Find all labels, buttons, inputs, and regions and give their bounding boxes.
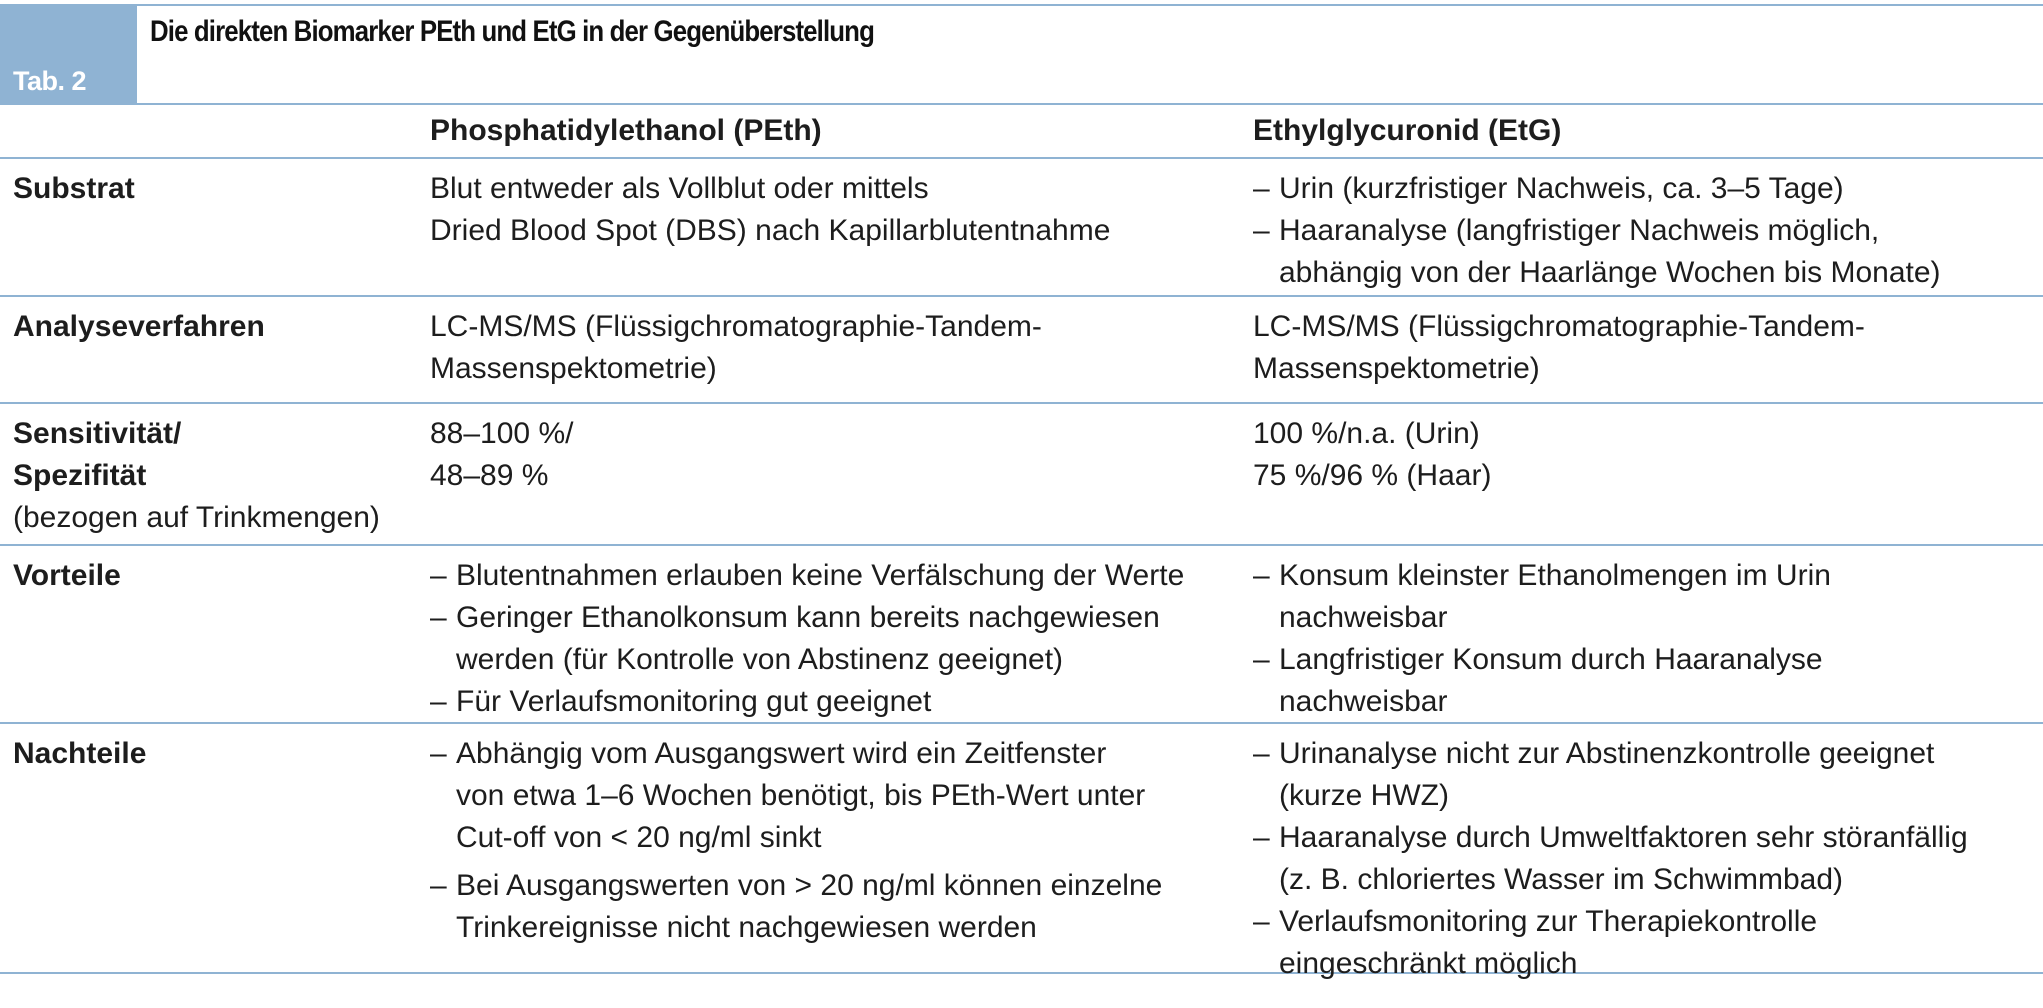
table-row-vorteile <box>0 546 2043 724</box>
text-line: Abhängig vom Ausgangswert wird ein Zeitfenster <box>456 737 1107 770</box>
dash-bullet: – <box>1253 737 1270 770</box>
tab-number-box <box>0 6 137 103</box>
dash-bullet: – <box>1253 172 1270 205</box>
column-header-etg: Ethylglycuronid (EtG) <box>1253 114 1562 147</box>
text-line: Massenspektometrie) <box>430 352 717 385</box>
text-line: Für Verlaufsmonitoring gut geeignet <box>456 685 932 718</box>
cell-analyse-etg <box>1253 306 2043 390</box>
table-title: Die direkten Biomarker PEth und EtG in der Gegenüberstellung <box>150 15 874 48</box>
tab-number: Tab. 2 <box>13 66 87 96</box>
list-item <box>430 681 1230 723</box>
list-item <box>1253 210 2043 294</box>
list-item <box>1253 901 2043 985</box>
text-line: Urin (kurzfristiger Nachweis, ca. 3–5 Tage) <box>1279 172 1844 205</box>
row-label-analyseverfahren: Analyseverfahren <box>13 310 265 343</box>
text-line: Blut entweder als Vollblut oder mittels <box>430 172 929 205</box>
text-line: Cut-off von < 20 ng/ml sinkt <box>456 821 822 854</box>
text-line: Haaranalyse (langfristiger Nachweis möglich, <box>1279 214 1880 247</box>
dash-bullet: – <box>430 601 447 634</box>
table-row-analyseverfahren <box>0 297 2043 404</box>
table-row-nachteile <box>0 724 2043 980</box>
text-line: Bei Ausgangswerten von > 20 ng/ml können einzelne <box>456 869 1163 902</box>
text-line: LC-MS/MS (Flüssigchromatographie-Tandem- <box>430 310 1042 343</box>
dash-bullet: – <box>430 737 447 770</box>
list-item <box>1253 733 2043 817</box>
text-line: von etwa 1–6 Wochen benötigt, bis PEth-Wert unter <box>456 779 1146 812</box>
list-item <box>1253 817 2043 901</box>
list-item <box>1253 639 2043 723</box>
cell-vorteile-etg <box>1253 555 2043 723</box>
cell-substrat-peth <box>430 168 1230 252</box>
text-line: Konsum kleinster Ethanolmengen im Urin <box>1279 559 1831 592</box>
dash-bullet: – <box>430 685 447 718</box>
cell-sensitivitaet-peth <box>430 413 1230 497</box>
dash-bullet: – <box>1253 214 1270 247</box>
list-item <box>430 865 1230 949</box>
row-label-line: Spezifität <box>13 459 147 492</box>
text-line: 48–89 % <box>430 459 549 492</box>
row-label-note: (bezogen auf Trinkmengen) <box>13 501 380 534</box>
text-line: Verlaufsmonitoring zur Therapiekontrolle <box>1279 905 1818 938</box>
text-line: eingeschränkt möglich <box>1279 947 1578 980</box>
text-line: 88–100 %/ <box>430 417 574 450</box>
table-row-substrat <box>0 159 2043 297</box>
text-line: 75 %/96 % (Haar) <box>1253 459 1492 492</box>
text-line: Blutentnahmen erlauben keine Verfälschung der Werte <box>456 559 1185 592</box>
text-line: Urinanalyse nicht zur Abstinenzkontrolle geeignet <box>1279 737 1935 770</box>
list-item <box>430 597 1230 681</box>
cell-substrat-etg <box>1253 168 2043 294</box>
text-line: Langfristiger Konsum durch Haaranalyse <box>1279 643 1823 676</box>
list-item <box>430 555 1230 597</box>
row-label-vorteile: Vorteile <box>13 559 121 592</box>
text-line: (z. B. chloriertes Wasser im Schwimmbad) <box>1279 863 1843 896</box>
row-label-substrat: Substrat <box>13 172 135 205</box>
cell-sensitivitaet-etg <box>1253 413 2043 497</box>
text-line: LC-MS/MS (Flüssigchromatographie-Tandem- <box>1253 310 1865 343</box>
text-line: nachweisbar <box>1279 601 1448 634</box>
column-header-row <box>0 105 2043 159</box>
list-item <box>1253 168 2043 210</box>
text-line: 100 %/n.a. (Urin) <box>1253 417 1480 450</box>
cell-nachteile-etg <box>1253 733 2043 985</box>
text-line: abhängig von der Haarlänge Wochen bis Monate) <box>1279 256 1941 289</box>
dash-bullet: – <box>1253 559 1270 592</box>
text-line: Massenspektometrie) <box>1253 352 1540 385</box>
dash-bullet: – <box>430 869 447 902</box>
table-row-sensitivitaet <box>0 404 2043 546</box>
text-line: Dried Blood Spot (DBS) nach Kapillarblutentnahme <box>430 214 1111 247</box>
row-label-nachteile: Nachteile <box>13 737 147 770</box>
text-line: (kurze HWZ) <box>1279 779 1449 812</box>
text-line: Geringer Ethanolkonsum kann bereits nachgewiesen <box>456 601 1160 634</box>
cell-vorteile-peth <box>430 555 1230 723</box>
dash-bullet: – <box>1253 643 1270 676</box>
text-line: nachweisbar <box>1279 685 1448 718</box>
cell-analyse-peth <box>430 306 1230 390</box>
row-label-line: Sensitivität/ <box>13 417 182 450</box>
dash-bullet: – <box>1253 905 1270 938</box>
text-line: Haaranalyse durch Umweltfaktoren sehr störanfällig <box>1279 821 1968 854</box>
text-line: Trinkereignisse nicht nachgewiesen werden <box>456 911 1037 944</box>
text-line: werden (für Kontrolle von Abstinenz geeignet) <box>456 643 1064 676</box>
dash-bullet: – <box>1253 821 1270 854</box>
cell-nachteile-peth <box>430 733 1230 949</box>
row-label-sensitivitaet <box>13 413 423 539</box>
table-header <box>0 4 2043 105</box>
column-header-peth: Phosphatidylethanol (PEth) <box>430 114 822 147</box>
dash-bullet: – <box>430 559 447 592</box>
list-item <box>1253 555 2043 639</box>
list-item <box>430 733 1230 859</box>
comparison-table <box>0 105 2043 980</box>
